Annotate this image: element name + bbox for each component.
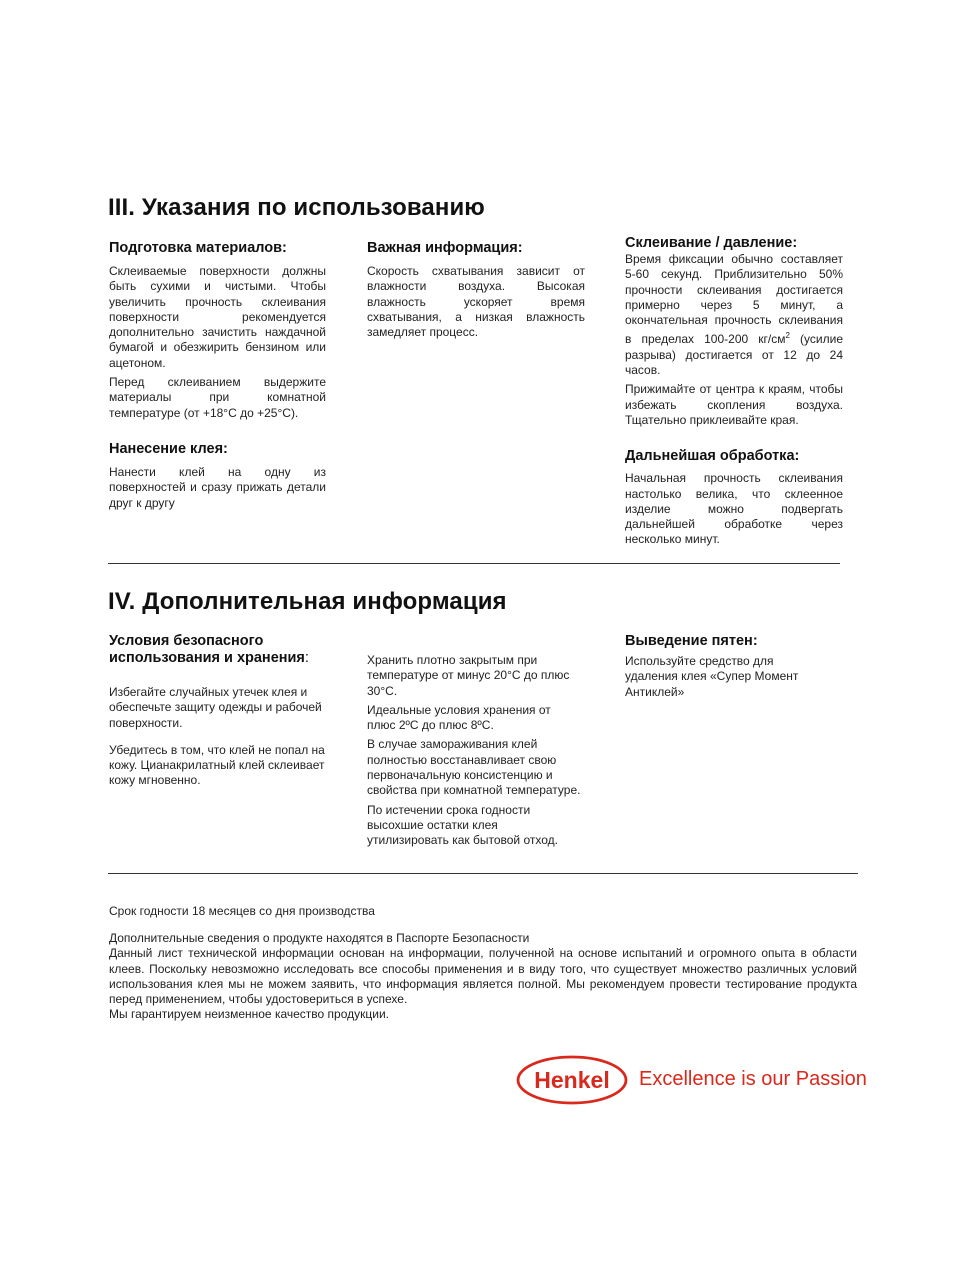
prep-paragraph-2: Перед склеиванием выдержите материалы при комнатной температуре (от +18°С до +25°С). bbox=[109, 375, 326, 420]
safety-heading-text: Условия безопасного использования и хранения bbox=[109, 633, 305, 666]
further-paragraph: Начальная прочность склеивания настолько велика, что склеенное изделие можно подвергать дальнейшей обработке через несколько минут. bbox=[625, 471, 843, 547]
stain-paragraph: Используйте средство для удаления клея «Супер Момент Антиклей» bbox=[625, 654, 799, 699]
disclaimer: Данный лист технической информации основан на информации, полученной на основе испытаний и огромного опыта в области клеев. Поскольку невозможно исследовать все способы применения и в виду того, что существует множество различных условий использования клея мы не можем заявить, что информация является полной. Мы рекомендуем провести тестирование продукта перед применением, чтобы удостовериться в успехе. bbox=[109, 946, 857, 1007]
bond-paragraph-1 bbox=[625, 252, 843, 378]
safety-heading-colon: : bbox=[304, 650, 309, 666]
brand-slogan: Excellence is our Passion bbox=[639, 1068, 867, 1090]
henkel-logo bbox=[516, 1055, 628, 1105]
divider-1 bbox=[108, 563, 840, 564]
section-4-column-3 bbox=[625, 633, 825, 700]
apply-paragraph: Нанести клей на одну из поверхностей и сразу прижать детали друг к другу bbox=[109, 464, 326, 510]
storage-paragraph-4: По истечении срока годности высохшие остатки клея утилизировать как бытовой отход. bbox=[367, 802, 558, 848]
bond-heading: Склеивание / давление: bbox=[625, 235, 798, 251]
section-3-title: III. Указания по использованию bbox=[108, 194, 485, 221]
safety-passport-note: Дополнительные сведения о продукте находятся в Паспорте Безопасности bbox=[109, 931, 530, 946]
footer-notes bbox=[109, 904, 857, 1022]
section-3-column-2 bbox=[367, 240, 585, 340]
prep-heading: Подготовка материалов: bbox=[109, 240, 287, 256]
further-heading: Дальнейшая обработка: bbox=[625, 448, 800, 465]
storage-paragraph-1: Хранить плотно закрытым при температуре от минус 20°С до плюс 30°С. bbox=[367, 653, 570, 698]
important-heading: Важная информация: bbox=[367, 240, 523, 256]
stain-heading: Выведение пятен: bbox=[625, 633, 758, 649]
section-3-column-3 bbox=[625, 235, 843, 548]
henkel-logo-text: Henkel bbox=[534, 1066, 610, 1093]
safety-paragraph-2: Убедитесь в том, что клей не попал на кожу. Цианакрилатный клей склеивает кожу мгновенно. bbox=[109, 742, 325, 788]
section-3-column-1 bbox=[109, 240, 326, 511]
storage-paragraph-3: В случае замораживания клей полностью восстанавливает свою первоначальную консистенцию и свойства при комнатной температуре. bbox=[367, 737, 581, 798]
safety-heading bbox=[109, 633, 329, 667]
bond-superscript: 2 bbox=[785, 331, 790, 341]
safety-paragraph-1: Избегайте случайных утечек клея и обеспечьте защиту одежды и рабочей поверхности. bbox=[109, 685, 322, 730]
shelf-life: Срок годности 18 месяцев со дня производства bbox=[109, 904, 375, 918]
storage-paragraph-2: Идеальные условия хранения от плюс 2ºС до плюс 8ºС. bbox=[367, 702, 551, 733]
apply-heading: Нанесение клея: bbox=[109, 440, 228, 457]
important-paragraph: Скорость схватывания зависит от влажности воздуха. Высокая влажность ускоряет время схватывания, а низкая влажность замедляет процесс. bbox=[367, 264, 585, 340]
section-4-title: IV. Дополнительная информация bbox=[108, 588, 507, 615]
section-4-column-1 bbox=[109, 633, 329, 789]
divider-2 bbox=[108, 873, 858, 874]
prep-paragraph-1: Склеиваемые поверхности должны быть сухими и чистыми. Чтобы увеличить прочность склеивания поверхности рекомендуется дополнительно зачистить наждачной бумагой и обезжирить бензином или ацетоном. bbox=[109, 264, 326, 370]
section-4-column-2 bbox=[367, 653, 582, 849]
bond-paragraph-1-tail: (усилие разрыва) достигается от 12 до 24 часов. bbox=[625, 332, 843, 378]
bond-paragraph-2: Прижимайте от центра к краям, чтобы избежать скопления воздуха. Тщательно приклеивайте края. bbox=[625, 382, 843, 427]
bond-paragraph-1-text: Время фиксации обычно составляет 5-60 секунд. Приблизительно 50% прочности склеивания достигается примерно через 5 минут, а окончательная прочность склеивания в пределах 100-200 кг/см bbox=[625, 252, 843, 347]
quality-guarantee: Мы гарантируем неизменное качество продукции. bbox=[109, 1007, 389, 1022]
